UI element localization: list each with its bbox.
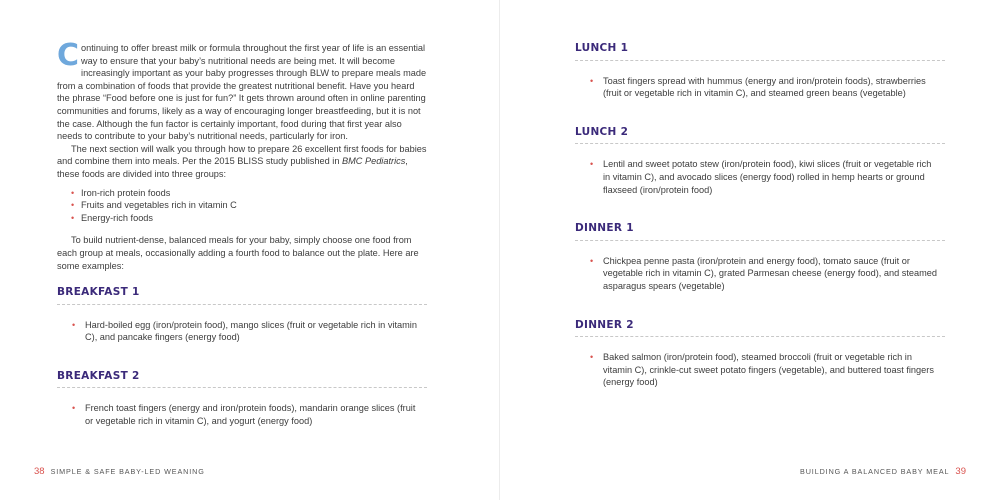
bullet-icon: • — [590, 255, 594, 266]
bullet-icon: • — [590, 75, 594, 86]
page-number: 39 — [955, 466, 966, 477]
meal-item-text: Baked salmon (iron/protein food), steamed broccoli (fruit or vegetable rich in vitamin C), crinkle-cut sweet potato fingers (vegetable), and buttered toast fingers (energy food) — [603, 352, 934, 388]
lunch-1-heading: LUNCH 1 — [575, 42, 945, 61]
drop-cap: C — [57, 38, 80, 73]
para2-text: The next section will walk you through how to prepare 26 excellent first foods for babies and combine them into meals. Per the 2015 BLISS study published in — [57, 143, 427, 167]
list-item: • Energy-rich foods — [71, 212, 427, 225]
meal-item-text: Hard-boiled egg (iron/protein food), mango slices (fruit or vegetable rich in vitamin C), and pancake fingers (energy food) — [85, 319, 417, 343]
next-section-paragraph — [57, 143, 427, 181]
para2-text-end: , these foods are divided into three groups: — [57, 156, 408, 179]
breakfast-1-heading: BREAKFAST 1 — [57, 286, 427, 305]
running-title: BUILDING A BALANCED BABY MEAL — [800, 467, 950, 476]
bullet-icon: • — [590, 352, 594, 363]
dinner-2-item — [575, 351, 945, 389]
breakfast-2-item — [57, 402, 427, 427]
food-groups-list — [57, 187, 427, 225]
lunch-2-heading: LUNCH 2 — [575, 126, 945, 145]
right-page — [500, 0, 1000, 500]
meal-item-text: Chickpea penne pasta (iron/protein and energy food), tomato sauce (fruit or vegetable rich in vitamin C), grated Parmesan cheese (energy food), and steamed asparagus spears (vegetable) — [603, 255, 937, 291]
meal-item-text: Lentil and sweet potato stew (iron/protein food), kiwi slices (fruit or vegetable rich in vitamin C), and avocado slices (energy food) rolled in hemp hearts or ground flaxseed (iron/protein food) — [603, 159, 932, 195]
meal-item-text: Toast fingers spread with hummus (energy and iron/protein foods), strawberries (fruit or vegetable rich in vitamin C), and steamed green beans (vegetable) — [603, 75, 926, 99]
page-number: 38 — [34, 466, 45, 477]
lunch-2-item — [575, 158, 945, 196]
dinner-1-heading: DINNER 1 — [575, 222, 945, 241]
left-footer — [28, 466, 205, 477]
intro-paragraph — [57, 38, 427, 143]
build-meals-paragraph: To build nutrient-dense, balanced meals for your baby, simply choose one food from each group at meals, occasionally adding a fourth food to balance out the plate. Here are some examples: — [57, 235, 419, 271]
dinner-1-item — [575, 255, 945, 293]
bullet-icon: • — [590, 159, 594, 170]
bullet-icon: • — [72, 403, 76, 414]
breakfast-2-heading: BREAKFAST 2 — [57, 370, 427, 389]
list-item: • Fruits and vegetables rich in vitamin C — [71, 199, 427, 212]
dinner-2-heading: DINNER 2 — [575, 319, 945, 338]
intro-text: ontinuing to offer breast milk or formula throughout the first year of life is an essential way to ensure that your baby’s nutritional needs are being met. It will become increasingly important as your baby progresses through BLW to prepare meals made from a combination of foods that provide the greatest nutritional benefit. Have you heard the phrase “Food before one is just for fun?” It gets thrown around often in online parenting communities and forums, likely as a way of encouraging longer breastfeeding, but it is not the case. Although the fun factor is certainly important, food during that first year also needs to contribute to your baby’s nutritional needs, particularly for iron. — [57, 43, 427, 142]
left-column — [57, 38, 427, 428]
right-column — [575, 42, 945, 389]
journal-name: BMC Pediatrics — [341, 156, 406, 167]
breakfast-1-item — [57, 319, 427, 344]
lunch-1-item — [575, 75, 945, 100]
meal-item-text: French toast fingers (energy and iron/protein foods), mandarin orange slices (fruit or vegetable rich in vitamin C), and yogurt (energy food) — [85, 403, 416, 427]
bullet-icon: • — [72, 319, 76, 330]
right-footer — [800, 466, 972, 477]
list-item: • Iron-rich protein foods — [71, 187, 427, 200]
running-title: SIMPLE & SAFE BABY-LED WEANING — [50, 467, 205, 476]
